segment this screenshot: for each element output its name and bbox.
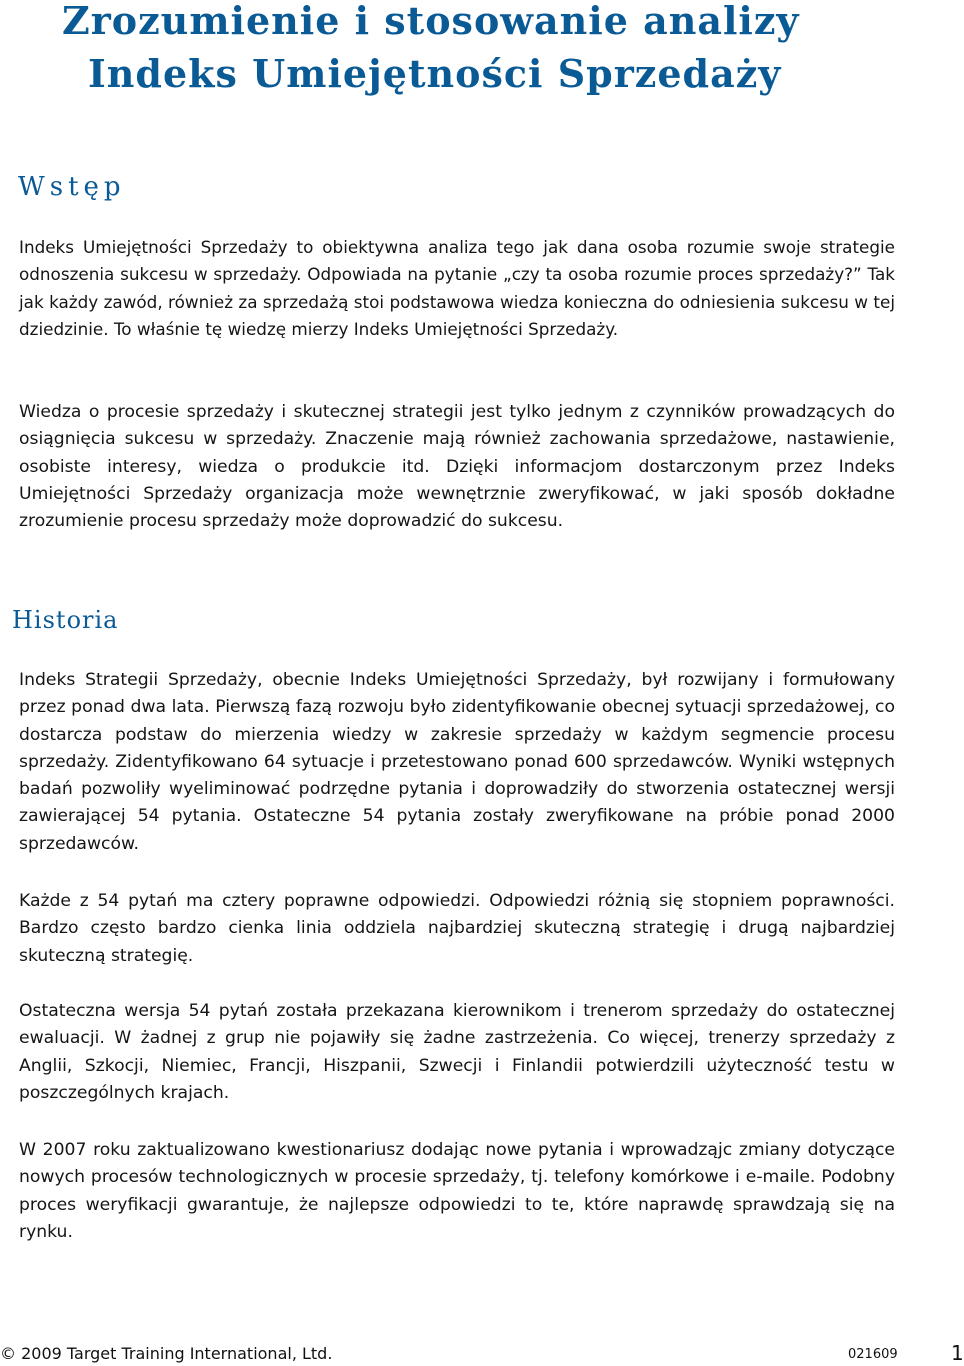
document-title-line-1: Zrozumienie i stosowanie analizy (62, 0, 800, 43)
footer-page-number: 1 (951, 1341, 964, 1365)
section-heading-historia: Historia (12, 606, 119, 634)
historia-paragraph-3: Ostateczna wersja 54 pytań została przekazana kierownikom i trenerom sprzedaży do ostatecznej ewaluacji. W żadnej z grup nie pojawiły się żadne zastrzeżenia. Co więcej, trenerzy sprzedaży z Anglii, Szkocji, Niemiec, Francji, Hiszpanii, Szwecji i Finlandii potwierdzili użyteczność testu w poszczególnych krajach. (19, 1001, 895, 1103)
wstep-paragraph-2: Wiedza o procesie sprzedaży i skutecznej strategii jest tylko jednym z czynników prowadzących do osiągnięcia sukcesu w sprzedaży. Znaczenie mają również zachowania sprzedażowe, nastawienie, osobiste interesy, wiedza o produkcie itd. Dzięki informacjom dostarczonym przez Indeks Umiejętności Sprzedaży organizacja może wewnętrznie zweryfikować, w jaki sposób dokładne zrozumienie procesu sprzedaży może doprowadzić do sukcesu. (19, 402, 895, 532)
document-title-line-2: Indeks Umiejętności Sprzedaży (88, 51, 782, 96)
historia-paragraph-1: Indeks Strategii Sprzedaży, obecnie Indeks Umiejętności Sprzedaży, był rozwijany i formułowany przez ponad dwa lata. Pierwszą fazą rozwoju było zidentyfikowanie obecnej sytuacji sprzedażowej, co dostarcza podstaw do mierzenia wiedzy w zakresie sprzedaży w każdym segmencie procesu sprzedaży. Zidentyfikowano 64 sytuacje i przetestowano ponad 600 sprzedawców. Wyniki wstępnych badań pozwoliły wyeliminować podrzędne pytania i doprowadziły do stworzenia ostatecznej wersji zawierającej 54 pytania. Ostateczne 54 pytania zostały zweryfikowane na próbie ponad 2000 sprzedawców. (19, 670, 895, 854)
historia-paragraph-4: W 2007 roku zaktualizowano kwestionariusz dodając nowe pytania i wprowadząjc zmiany dotyczące nowych procesów technologicznych w procesie sprzedaży, tj. telefony komórkowe i e-maile. Podobny proces weryfikacji gwarantuje, że najlepsze odpowiedzi to te, które naprawdę sprawdzają się na rynku. (19, 1140, 895, 1242)
wstep-paragraph-1: Indeks Umiejętności Sprzedaży to obiektywna analiza tego jak dana osoba rozumie swoje strategie odnoszenia sukcesu w sprzedaży. Odpowiada na pytanie „czy ta osoba rozumie proces sprzedaży?” Tak jak każdy zawód, również za sprzedażą stoi podstawowa wiedza konieczna do odniesienia sukcesu w tej dziedzinie. To właśnie tę wiedzę mierzy Indeks Umiejętności Sprzedaży. (19, 237, 895, 339)
footer-copyright: © 2009 Target Training International, Ltd. (0, 1344, 333, 1363)
historia-paragraph-2: Każde z 54 pytań ma cztery poprawne odpowiedzi. Odpowiedzi różnią się stopniem poprawności. Bardzo często bardzo cienka linia oddziela najbardziej skuteczną strategię i drugą najbardziej skuteczną strategię. (19, 891, 895, 966)
page-footer (0, 1341, 964, 1366)
section-heading-wstep: Wstęp (18, 172, 126, 202)
footer-document-code: 021609 (848, 1347, 898, 1362)
document-title (62, 0, 942, 100)
